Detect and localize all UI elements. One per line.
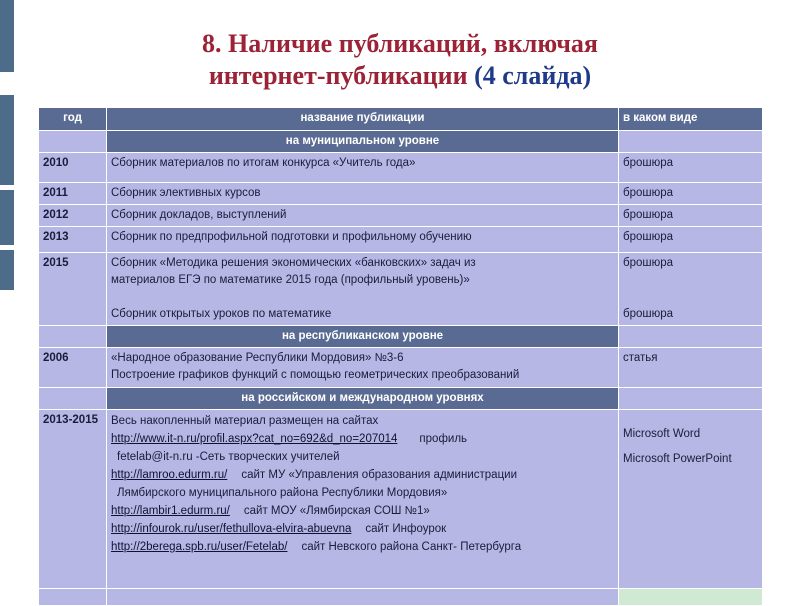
cell-name: Сборник докладов, выступлений [107,205,619,227]
cell-name [107,410,619,589]
section-label: на российском и международном уровнях [107,388,619,410]
cell-name: Сборник по предпрофильной подготовки и профильному обучению [107,227,619,253]
cell-year: 2013 [39,227,107,253]
table-row [39,205,763,227]
cell-year: 2015 [39,253,107,326]
table-row [39,589,763,606]
section-row-municipal [39,131,763,153]
publication-line: Сборник «Методика решения экономических «банковских» задач из [111,257,476,269]
table-row [39,348,763,388]
cell-name: Сборник элективных курсов [107,183,619,205]
section-label: на муниципальном уровне [107,131,619,153]
site-link[interactable]: http://lamroo.edurm.ru/ [111,469,228,481]
link-desc: сайт МУ «Управления образования администрации [241,469,518,481]
publication-line: «Народное образование Республики Мордовия» №3-6 [111,352,404,364]
table-row [39,253,763,326]
type-line: Microsoft PowerPoint [623,453,732,465]
type-line: брошюра [623,308,674,320]
cell-type: брошюра [619,227,763,253]
cell-year: 2006 [39,348,107,388]
publication-line: fetelab@it-n.ru -Сеть творческих учителей [117,451,340,463]
table-header-row [39,108,763,131]
cell-name [107,348,619,388]
decor-bar [0,95,14,185]
site-link[interactable]: http://infourok.ru/user/fethullova-elvira-abuevna [111,523,352,535]
site-link[interactable]: http://2berega.spb.ru/user/Fetelab/ [111,541,288,553]
decor-bar [0,190,14,245]
cell-type: статья [619,348,763,388]
title-highlight: (4 слайда) [474,61,592,90]
section-row-republic [39,326,763,348]
decor-bar [0,250,14,290]
type-line: Microsoft Word [623,428,701,440]
cell-type [619,253,763,326]
header-name: название публикации [107,108,619,131]
header-year: год [39,108,107,131]
cell-type: брошюра [619,153,763,183]
cell-year: 2013-2015 [39,410,107,589]
slide-title [0,28,800,92]
title-main: интернет-публикации [208,61,468,90]
cell-type [619,410,763,589]
table-row [39,410,763,589]
site-link[interactable]: http://www.it-n.ru/profil.aspx?cat_no=692&d_no=207014 [111,433,398,445]
header-type: в каком виде [619,108,763,131]
publication-line: Сборник открытых уроков по математике [111,308,332,320]
publication-line: Лямбирского муниципального района Республики Мордовия» [117,487,448,499]
cell-name [107,253,619,326]
link-desc: сайт МОУ «Лямбирская СОШ №1» [243,505,430,517]
type-line: брошюра [623,257,674,269]
publication-line: Построение графиков функций с помощью геометрических преобразований [111,369,520,381]
link-desc: сайт Невского района Санкт- Петербурга [301,541,522,553]
title-line-1: 8. Наличие публикаций, включая [201,29,598,58]
cell-year: 2011 [39,183,107,205]
table-row [39,183,763,205]
publications-table [38,107,763,606]
title-line-2 [0,60,800,92]
publication-line: Весь накопленный материал размещен на сайтах [111,415,379,427]
section-label: на республиканском уровне [107,326,619,348]
cell-year: 2010 [39,153,107,183]
link-desc: сайт Инфоурок [365,523,447,535]
publication-line: материалов ЕГЭ по математике 2015 года (профильный уровень)» [111,274,470,286]
section-row-international [39,388,763,410]
table-row [39,153,763,183]
site-link[interactable]: http://lambir1.edurm.ru/ [111,505,230,517]
link-desc: профиль [419,433,468,445]
cell-type: брошюра [619,183,763,205]
table-row [39,227,763,253]
cell-year: 2012 [39,205,107,227]
cell-type: брошюра [619,205,763,227]
cell-name: Сборник материалов по итогам конкурса «Учитель года» [107,153,619,183]
